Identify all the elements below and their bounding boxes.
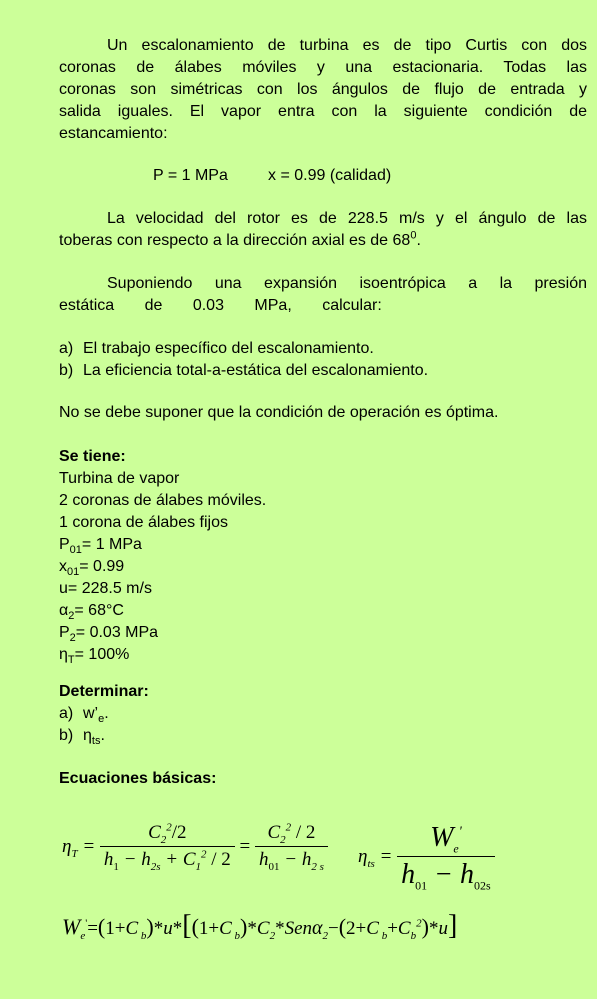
expansion-line-1: Suponiendo una expansión isoentrópica a la presión xyxy=(107,275,587,292)
p2-subscript: 2 xyxy=(69,632,76,645)
question-b-label: b) xyxy=(59,362,74,379)
eta-t-value: = 100% xyxy=(74,646,130,663)
rotor-line-1: La velocidad del rotor es de 228.5 m/s y el ángulo de las xyxy=(107,210,587,227)
rotor-line-2 xyxy=(59,230,587,252)
expansion-line-2: estática de 0.03 MPa, calcular: xyxy=(59,297,382,314)
determine-a-label: a) xyxy=(59,705,74,722)
determine-b-symbol: η xyxy=(83,727,92,744)
p01-symbol: P xyxy=(59,536,70,553)
question-a-label: a) xyxy=(59,340,74,357)
p2-symbol: P xyxy=(59,624,70,641)
equations-section xyxy=(59,768,587,790)
intro-line-5: estancamiento: xyxy=(59,125,168,142)
given-item-fixed-row: 1 corona de álabes fijos xyxy=(59,514,228,531)
quality-condition: x = 0.99 (calidad) xyxy=(268,167,392,184)
questions-list xyxy=(59,338,587,382)
x01-value: = 0.99 xyxy=(79,558,125,575)
eta-t-fraction-1: $\frac{C_2^2/2}{h_1 - h_{2s} + C_1^2 / 2}$ xyxy=(100,822,235,871)
given-item-turbine: Turbina de vapor xyxy=(59,470,180,487)
eta-t-equation: $\eta_T$ = $\frac{C_2^2/2}{h_1 - h_{2s} + C_1^2 / 2}$ = $\frac{C_2^2 / 2}{h_{01} - h_{2 s}}$ xyxy=(62,822,328,871)
eta-t-fraction-2: $\frac{C_2^2 / 2}{h_{01} - h_{2 s}}$ xyxy=(255,822,328,871)
given-item-alpha2 xyxy=(59,600,587,622)
determine-a-end: . xyxy=(104,705,109,722)
eta-ts-fraction: $\frac{W_e'}{h_{01} - h_{02s}}$ xyxy=(397,822,495,891)
p2-value: = 0.03 MPa xyxy=(75,624,159,641)
p01-subscript: 01 xyxy=(69,544,82,557)
eta-t-symbol: η xyxy=(59,646,68,663)
question-b xyxy=(59,360,587,382)
given-item-x01 xyxy=(59,556,587,578)
question-a-text: El trabajo específico del escalonamiento. xyxy=(83,340,374,357)
rotor-paragraph xyxy=(59,208,587,252)
given-heading: Se tiene: xyxy=(59,448,126,465)
question-b-text: La eficiencia total-a-estática del escalonamiento. xyxy=(83,362,429,379)
intro-paragraph xyxy=(59,35,587,145)
given-item-moving-rows: 2 coronas de álabes móviles. xyxy=(59,492,267,509)
equations-heading: Ecuaciones básicas: xyxy=(59,770,217,787)
rotor-line-2-end: . xyxy=(416,232,421,249)
determine-a-symbol: w’ xyxy=(83,705,99,722)
expansion-paragraph xyxy=(59,273,587,317)
given-item-p01 xyxy=(59,534,587,556)
given-item-eta-t xyxy=(59,644,587,666)
determine-item-a xyxy=(59,703,587,725)
determine-heading: Determinar: xyxy=(59,683,149,700)
intro-line-1: Un escalonamiento de turbina es de tipo Curtis con dos xyxy=(107,37,587,54)
given-section xyxy=(59,446,587,666)
x01-symbol: x xyxy=(59,558,67,575)
note-paragraph xyxy=(59,402,587,424)
alpha2-value: = 68°C xyxy=(74,602,124,619)
intro-line-3: coronas son simétricas con los ángulos de flujo de entrada y xyxy=(59,81,587,98)
alpha2-symbol: α xyxy=(59,602,69,619)
determine-section xyxy=(59,681,587,747)
rotor-line-2-text: toberas con respecto a la dirección axial es de 68 xyxy=(59,232,411,249)
intro-line-2: coronas de álabes móviles y una estacionaria. Todas las xyxy=(59,59,587,76)
determine-b-label: b) xyxy=(59,727,74,744)
eta-t-subscript: T xyxy=(67,654,75,667)
question-a xyxy=(59,338,587,360)
p01-value: = 1 MPa xyxy=(81,536,142,553)
intro-line-4: salida iguales. El vapor entra con la siguiente condición de xyxy=(59,103,587,120)
note-text: No se debe suponer que la condición de operación es óptima. xyxy=(59,404,499,421)
x01-subscript: 01 xyxy=(67,566,80,579)
given-item-u: u= 228.5 m/s xyxy=(59,580,152,597)
determine-item-b xyxy=(59,725,587,747)
determine-b-end: . xyxy=(100,727,105,744)
eta-ts-equation: $\eta_{ts}$ = $\frac{W_e'}{h_{01} - h_{02s}}$ xyxy=(358,822,495,891)
determine-a-subscript: e xyxy=(98,713,105,726)
determine-b-subscript: ts xyxy=(91,735,101,748)
pressure-condition: P = 1 MPa xyxy=(153,167,228,184)
work-equation: $W_e'=(1+C$ $_b$)*u*[(1+C $_b)*C_2*Sen\alpha_2-(2+C$ $_b+C_b^2)*u$] xyxy=(62,910,458,942)
degree-superscript: 0 xyxy=(410,229,417,242)
given-item-p2 xyxy=(59,622,587,644)
alpha2-subscript: 2 xyxy=(68,610,75,623)
